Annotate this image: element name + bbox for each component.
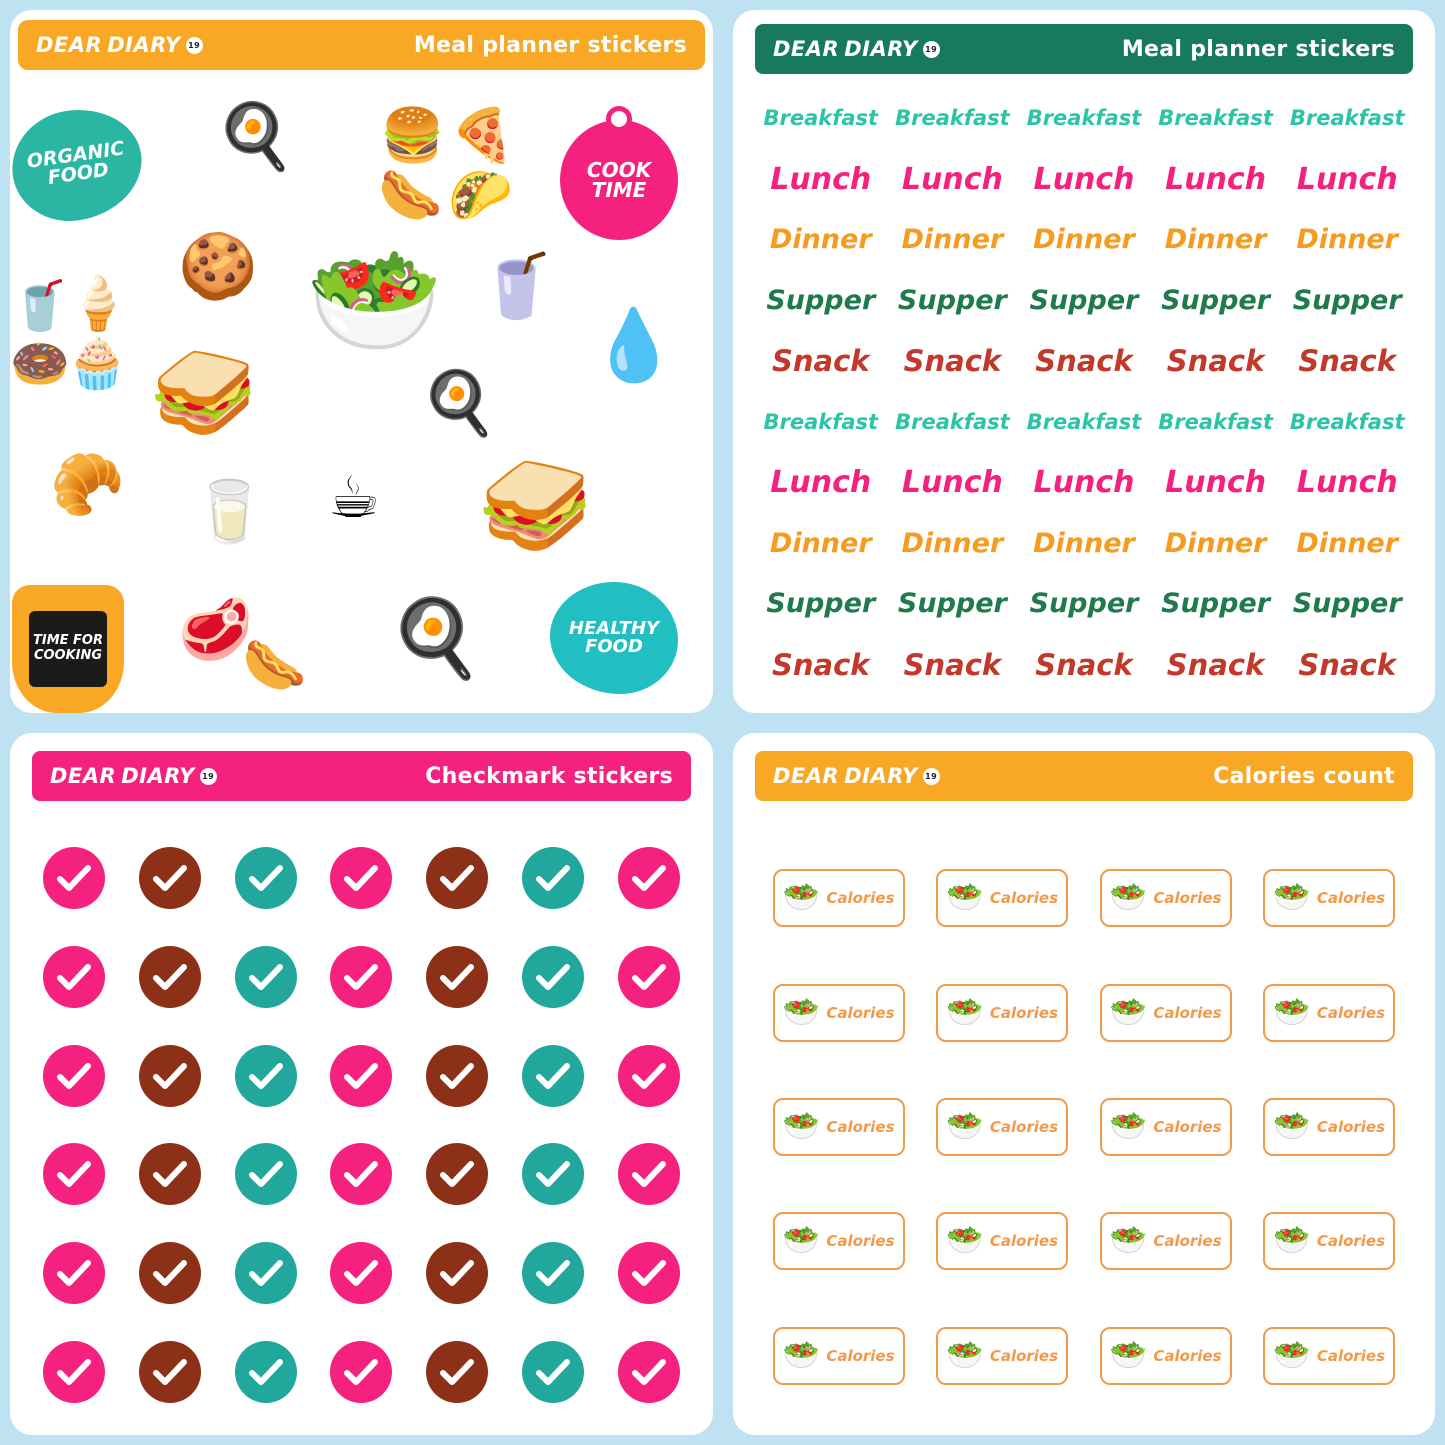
meal-label-dinner[interactable]: Dinner [1164,224,1267,256]
checkmark-sticker[interactable] [235,1242,297,1304]
sticker-salad-bowl[interactable] [306,236,443,364]
checkmark-sticker[interactable] [426,1045,488,1107]
meal-label-snack[interactable]: Snack [1166,344,1265,379]
hot-dog-icon: 🌭 [378,166,443,226]
taco-icon: 🌮 [448,166,513,226]
meal-label-snack[interactable]: Snack [1035,647,1133,682]
check-icon [535,1357,571,1387]
meal-label-lunch[interactable]: Lunch [1165,161,1267,197]
salad-icon: 🥗 [946,1223,984,1259]
calories-chip[interactable] [773,1327,905,1385]
meal-label-supper[interactable]: Supper [1161,284,1271,316]
check-icon [439,962,475,992]
check-icon [535,1258,571,1288]
checkmark-sticker[interactable] [618,1143,680,1205]
brand-word-1: DEAR [773,37,840,61]
brand-word-1: DEAR [36,33,103,57]
checkmark-sticker[interactable] [43,1045,105,1107]
sheet-checkmarks [10,733,713,1435]
checkmark-sticker[interactable] [43,1341,105,1403]
check-icon [56,1159,92,1189]
club-sandwich-icon: 🥪 [478,452,593,559]
cookie-icon: 🍪 [178,230,258,304]
steak-icon: 🥩 [178,595,253,665]
checkmark-sticker[interactable] [330,1242,392,1304]
calories-label: Calories [1316,1232,1386,1251]
checkmark-sticker[interactable] [618,847,680,909]
checkmark-sticker[interactable] [139,847,201,909]
apron-label: TIME FOR COOKING [29,611,107,687]
meal-label-snack[interactable]: Snack [1166,647,1265,682]
meal-label-lunch[interactable]: Lunch [770,465,872,501]
brand-badge: 19 [186,37,203,54]
checkmark-sticker[interactable] [43,946,105,1008]
meal-label-lunch[interactable]: Lunch [901,465,1003,501]
checkmark-sticker[interactable] [139,1341,201,1403]
meal-label-breakfast[interactable]: Breakfast [763,409,879,434]
meal-label-lunch[interactable]: Lunch [1296,161,1398,197]
meal-label-lunch[interactable]: Lunch [901,161,1003,197]
checkmark-sticker[interactable] [426,847,488,909]
check-icon [56,863,92,893]
meal-label-dinner[interactable]: Dinner [1033,224,1135,256]
calories-label: Calories [989,1346,1059,1365]
check-icon [343,1258,379,1288]
meal-label-dinner[interactable]: Dinner [1296,527,1399,559]
meal-label-lunch[interactable]: Lunch [1033,465,1135,501]
check-icon [343,1357,379,1387]
calories-chip[interactable] [936,1098,1068,1156]
sticker-milk-carton[interactable] [192,477,267,547]
calories-label: Calories [1316,1346,1386,1365]
salad-icon: 🥗 [782,880,821,916]
organic-food-label: ORGANIC FOOD [25,137,126,190]
salad-icon: 🥗 [782,1223,821,1259]
meal-label-breakfast[interactable]: Breakfast [895,106,1010,131]
salad-icon: 🥗 [1273,1223,1311,1259]
meal-label-supper[interactable]: Supper [1292,588,1402,620]
check-icon [56,962,92,992]
sticker-cookie[interactable] [178,230,258,304]
salad-icon: 🥗 [1109,1337,1148,1373]
meal-label-lunch[interactable]: Lunch [1033,161,1135,197]
calories-chip[interactable] [1100,869,1232,927]
sticker-burger[interactable] [380,106,445,166]
sticker-club-sandwich[interactable] [478,452,593,559]
cook-time-label: COOK TIME [586,158,652,202]
check-icon [152,863,188,893]
sticker-sausage[interactable] [242,636,307,696]
check-icon [248,1357,284,1387]
meal-label-supper[interactable]: Supper [897,588,1007,620]
calories-chip[interactable] [773,1212,905,1270]
meal-label-snack[interactable]: Snack [1035,344,1133,379]
check-icon [152,1357,188,1387]
cook-time-badge [560,120,678,240]
sheet4-header [755,751,1413,801]
calories-chip[interactable] [1100,984,1232,1042]
salad-icon: 🥗 [1109,1108,1148,1144]
sheet4-title: Calories count [1213,763,1395,789]
brand-logo-4 [773,764,940,788]
checkmark-sticker[interactable] [330,1341,392,1403]
calories-label: Calories [989,1003,1059,1022]
checkmark-sticker[interactable] [426,1242,488,1304]
checkmark-sticker[interactable] [330,946,392,1008]
checkmark-sticker[interactable] [235,1045,297,1107]
meal-label-lunch[interactable]: Lunch [1296,465,1398,501]
sandwich-icon: 🥪 [150,343,258,443]
check-icon [56,1357,92,1387]
skillet-icon: 🍳 [388,593,483,682]
organic-food-badge [10,101,149,228]
check-icon [152,1061,188,1091]
check-icon [439,1357,475,1387]
salad-icon: 🥗 [1273,880,1311,916]
check-icon [439,1061,475,1091]
calories-label: Calories [1316,1003,1386,1022]
check-icon [535,863,571,893]
check-icon [343,863,379,893]
check-icon [343,1159,379,1189]
checkmark-sticker[interactable] [426,946,488,1008]
check-icon [343,1061,379,1091]
brand-word-2: DIARY [844,764,918,788]
calories-chip[interactable] [1263,984,1395,1042]
checkmark-sticker[interactable] [235,847,297,909]
calories-chip[interactable] [773,1098,905,1156]
calories-label: Calories [1316,1117,1386,1136]
salad-icon: 🥗 [946,1108,984,1144]
salad-icon: 🥗 [782,994,821,1030]
check-icon [535,1159,571,1189]
calories-label: Calories [1153,1346,1222,1365]
check-icon [343,962,379,992]
meal-label-dinner[interactable]: Dinner [901,527,1004,559]
brand-word-1: DEAR [773,764,840,788]
meal-label-breakfast[interactable]: Breakfast [895,409,1010,434]
calories-chip[interactable] [1100,1098,1232,1156]
calories-label: Calories [826,1232,895,1251]
checkmark-sticker[interactable] [235,1143,297,1205]
donut-icon: 🍩 [10,336,70,392]
checkmark-sticker[interactable] [426,1143,488,1205]
sticker-sandwich-stack[interactable] [150,343,258,443]
check-icon [439,1159,475,1189]
brand-badge: 19 [923,768,940,785]
croissant-icon: 🥐 [50,450,125,520]
check-icon [631,1357,667,1387]
calories-chip[interactable] [1263,1098,1395,1156]
checkmark-grid [26,829,697,1421]
sticker-fried-egg-plate[interactable] [215,100,295,174]
salad-icon: 🥗 [782,1108,821,1144]
meal-label-supper[interactable]: Supper [1029,588,1139,620]
salad-icon: 🥗 [1109,880,1148,916]
calories-label: Calories [1153,1232,1222,1251]
meal-label-dinner[interactable]: Dinner [1296,224,1399,256]
calories-label: Calories [826,1003,895,1022]
fried-egg-icon: 🍳 [215,100,295,174]
salad-icon: 🥗 [1109,994,1148,1030]
sticker-sunny-egg[interactable] [420,366,498,439]
calories-label: Calories [989,889,1059,908]
checkmark-sticker[interactable] [522,946,584,1008]
latte-icon: ☕ [328,463,380,531]
sticker-egg-skillet[interactable] [388,593,483,682]
calories-label: Calories [1153,889,1222,908]
meal-label-breakfast[interactable]: Breakfast [1289,409,1405,434]
sticker-milkshake[interactable] [10,278,70,334]
sunny-egg-icon: 🍳 [420,366,498,439]
burger-icon: 🍔 [380,106,445,166]
calories-label: Calories [826,1346,895,1365]
meal-label-breakfast[interactable]: Breakfast [763,106,879,131]
meal-label-dinner[interactable]: Dinner [769,224,872,256]
check-icon [56,1061,92,1091]
meal-label-lunch[interactable]: Lunch [770,161,872,197]
calories-chip[interactable] [1100,1327,1232,1385]
sticker-latte[interactable] [328,463,380,531]
calories-chip[interactable] [1263,1327,1395,1385]
brand-word-2: DIARY [121,764,195,788]
meal-label-grid [755,88,1413,695]
sheet-meal-labels [733,10,1435,713]
meal-label-breakfast[interactable]: Breakfast [1158,409,1273,434]
sausage-icon: 🌭 [242,636,307,696]
calories-chip[interactable] [936,869,1068,927]
healthy-food-badge [550,582,678,694]
checkmark-sticker[interactable] [139,1143,201,1205]
sticker-ice-cream[interactable] [66,274,131,334]
sheet3-title: Checkmark stickers [425,763,673,789]
meal-label-supper[interactable]: Supper [897,284,1007,316]
brand-badge: 19 [200,768,217,785]
salad-icon: 🥗 [946,994,984,1030]
calories-chip[interactable] [773,984,905,1042]
checkmark-sticker[interactable] [618,1341,680,1403]
brand-badge: 19 [923,41,940,58]
check-icon [248,863,284,893]
meal-label-supper[interactable]: Supper [766,284,876,316]
checkmark-sticker[interactable] [235,946,297,1008]
brand-logo-2 [773,37,940,61]
checkmark-sticker[interactable] [43,1242,105,1304]
salad-icon: 🥗 [946,1337,984,1373]
sticker-cook-time[interactable] [560,120,678,240]
calories-label: Calories [826,889,895,908]
calories-chip[interactable] [936,984,1068,1042]
brand-word-2: DIARY [107,33,181,57]
calories-chip[interactable] [936,1212,1068,1270]
meal-label-snack[interactable]: Snack [772,647,870,682]
checkmark-sticker[interactable] [330,847,392,909]
salad-icon: 🥗 [782,1337,821,1373]
check-icon [248,1159,284,1189]
calories-label: Calories [1153,1003,1222,1022]
check-icon [152,962,188,992]
checkmark-sticker[interactable] [426,1341,488,1403]
check-icon [248,1258,284,1288]
meal-label-breakfast[interactable]: Breakfast [1289,106,1405,131]
check-icon [152,1159,188,1189]
sticker-donut[interactable] [10,336,70,392]
sheet-meal-stickers [10,10,713,713]
meal-label-snack[interactable]: Snack [1298,344,1396,379]
sticker-hot-dog[interactable] [378,166,443,226]
calories-chip[interactable] [936,1327,1068,1385]
milk-icon: 🥛 [192,477,267,547]
meal-label-dinner[interactable]: Dinner [1164,527,1267,559]
check-icon [631,1258,667,1288]
checkmark-sticker[interactable] [522,847,584,909]
check-icon [152,1258,188,1288]
meal-label-breakfast[interactable]: Breakfast [1158,106,1273,131]
milkshake-icon: 🥤 [10,278,70,334]
checkmark-sticker[interactable] [139,1242,201,1304]
sticker-croissant[interactable] [50,450,125,520]
apron-badge [12,585,124,713]
check-icon [248,1061,284,1091]
checkmark-sticker[interactable] [618,1045,680,1107]
check-icon [248,962,284,992]
checkmark-sticker[interactable] [330,1045,392,1107]
calories-chip[interactable] [773,869,905,927]
brand-logo [36,33,203,57]
checkmark-sticker[interactable] [618,1242,680,1304]
brand-logo-3 [50,764,217,788]
meal-label-supper[interactable]: Supper [766,588,876,620]
ice-cream-icon: 🍦 [66,274,131,334]
salad-icon: 🥗 [1273,1337,1311,1373]
calories-grid [757,841,1411,1413]
checkmark-sticker[interactable] [522,1242,584,1304]
cupcake-icon: 🧁 [66,334,129,392]
smoothie-icon: 🥤 [478,249,556,322]
calories-label: Calories [989,1117,1059,1136]
check-icon [56,1258,92,1288]
healthy-food-label: HEALTHY FOOD [568,618,660,657]
meal-label-dinner[interactable]: Dinner [1033,527,1135,559]
pizza-icon: 🍕 [450,106,515,166]
sticker-water-bottle[interactable] [590,304,678,386]
meal-label-snack[interactable]: Snack [903,647,1002,682]
check-icon [631,962,667,992]
sheet2-header [755,24,1413,74]
checkmark-sticker[interactable] [43,847,105,909]
calories-label: Calories [1153,1117,1222,1136]
checkmark-sticker[interactable] [522,1341,584,1403]
sticker-cupcake[interactable] [66,334,129,392]
calories-label: Calories [1316,889,1386,908]
brand-word-1: DEAR [50,764,117,788]
salad-icon: 🥗 [1273,994,1311,1030]
checkmark-sticker[interactable] [235,1341,297,1403]
sheet1-header [18,20,705,70]
calories-label: Calories [826,1117,895,1136]
meal-label-snack[interactable]: Snack [772,344,870,379]
calories-chip[interactable] [1263,869,1395,927]
salad-icon: 🥗 [1109,1223,1148,1259]
checkmark-sticker[interactable] [330,1143,392,1205]
calories-label: Calories [989,1232,1059,1251]
meal-label-dinner[interactable]: Dinner [901,224,1004,256]
sticker-pizza[interactable] [450,106,515,166]
checkmark-sticker[interactable] [139,1045,201,1107]
salad-icon: 🥗 [946,880,984,916]
checkmark-sticker[interactable] [139,946,201,1008]
salad-icon: 🥗 [306,236,443,364]
meal-label-supper[interactable]: Supper [1029,284,1139,316]
check-icon [631,1159,667,1189]
meal-label-breakfast[interactable]: Breakfast [1026,106,1142,131]
calories-chip[interactable] [1100,1212,1232,1270]
sticker-organic-food[interactable] [12,110,142,220]
meal-label-snack[interactable]: Snack [903,344,1002,379]
calories-chip[interactable] [1263,1212,1395,1270]
sticker-green-smoothie[interactable] [478,249,556,322]
sheet3-header [32,751,691,801]
water-icon: 💧 [590,304,678,386]
sticker-healthy-food[interactable] [550,582,678,694]
checkmark-sticker[interactable] [618,946,680,1008]
checkmark-sticker[interactable] [522,1143,584,1205]
sticker-apron[interactable] [12,585,124,713]
sheet-calories [733,733,1435,1435]
meal-label-breakfast[interactable]: Breakfast [1026,409,1142,434]
check-icon [631,1061,667,1091]
sheet1-title: Meal planner stickers [413,32,687,58]
check-icon [631,863,667,893]
check-icon [535,962,571,992]
checkmark-sticker[interactable] [522,1045,584,1107]
meal-label-dinner[interactable]: Dinner [769,527,872,559]
check-icon [439,863,475,893]
meal-label-snack[interactable]: Snack [1298,647,1396,682]
checkmark-sticker[interactable] [43,1143,105,1205]
check-icon [535,1061,571,1091]
salad-icon: 🥗 [1273,1108,1311,1144]
check-icon [439,1258,475,1288]
meal-label-supper[interactable]: Supper [1292,284,1402,316]
meal-label-supper[interactable]: Supper [1161,588,1271,620]
sheet2-title: Meal planner stickers [1121,36,1395,62]
sticker-taco[interactable] [448,166,513,226]
brand-word-2: DIARY [844,37,918,61]
meal-label-lunch[interactable]: Lunch [1165,465,1267,501]
